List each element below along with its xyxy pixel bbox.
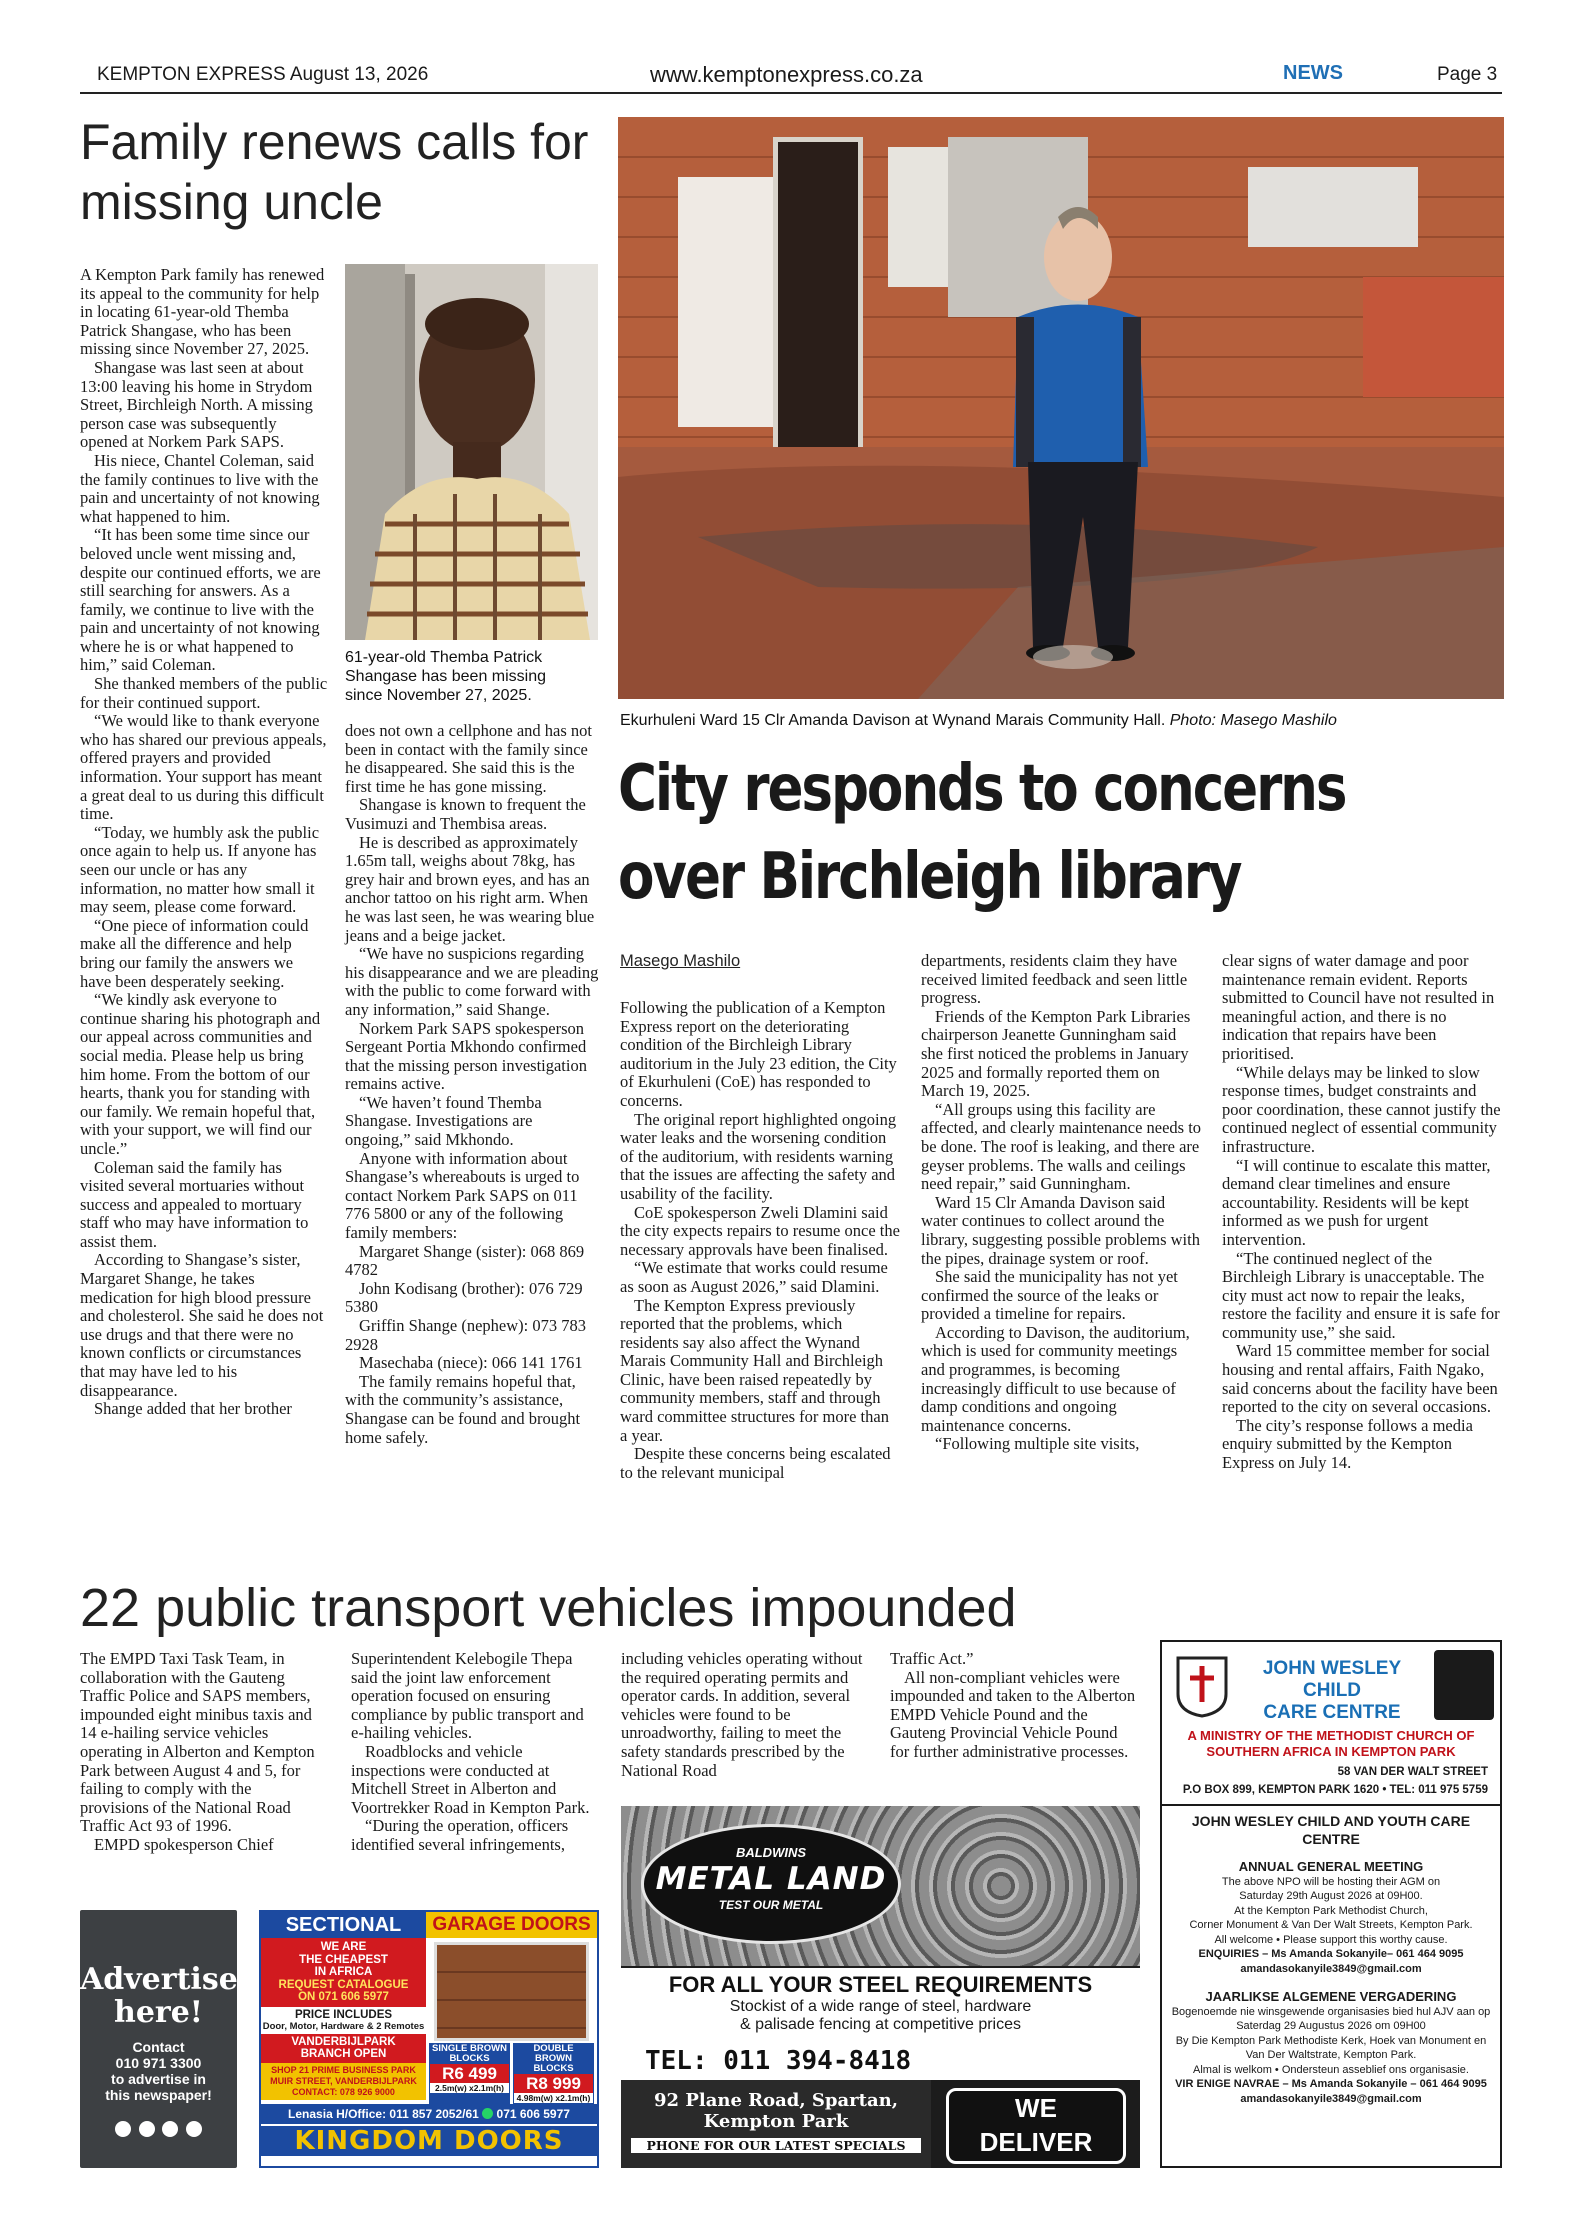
story2-column-2 [921, 952, 1202, 1454]
cheapest-block [261, 1938, 426, 2007]
paragraph: Roadblocks and vehicle inspections were conducted at Mitchell Street in Alberton and Voortrekker Road in Kempton Park. [351, 1741, 590, 1817]
paragraph: “Following multiple site visits, [935, 1434, 1140, 1454]
single-size: 2.5m(w) x2.1m(h) [430, 2083, 509, 2093]
phone-specials: PHONE FOR OUR LATEST SPECIALS [631, 2138, 921, 2153]
paragraph: All non-compliant vehicles were impounded and taken to the Alberton EMPD Vehicle Pound and the Gauteng Provincial Vehicle Pound for further administrative processes. [890, 1667, 1136, 1761]
branch-line2: BRANCH OPEN [300, 2048, 387, 2060]
paragraph: “It has been some time since our beloved uncle went missing and, despite our continued efforts, we are still searching for answers. As a family, we continue to live with the pain and uncertainty of not knowing where he is or what happened to him,” said Coleman. [80, 525, 321, 675]
steel-headline: FOR ALL YOUR STEEL REQUIREMENTS [668, 1972, 1093, 1997]
paragraph: CoE spokesperson Zweli Dlamini said the city expects repairs to resume once the necessary approvals have been finalised. [620, 1202, 900, 1259]
headline-city [618, 745, 1357, 921]
ajv-line5: Almal is welkom • Ondersteun asseblief ons organisasie. [1193, 2063, 1469, 2076]
paragraph: Ward 15 Clr Amanda Davison said water continues to collect around the library, suggesting possible problems with the pipes, drainage system or roof. [921, 1192, 1200, 1268]
x-icon[interactable] [162, 2121, 178, 2137]
story3-column-2 [351, 1650, 596, 1855]
paragraph: “We estimate that works could resume as soon as August 2026,” said Dlamini. [620, 1258, 888, 1296]
story1-column-1 [80, 266, 328, 1419]
paragraph: “The continued neglect of the Birchleigh Library is unacceptable. The city must act now to repair the leaks, restore the facility and ensure it is safe for community use,” she said. [1222, 1248, 1500, 1342]
paragraph: including vehicles operating without the required operating permits and operator cards. In addition, several vehicles were found to be unroadworthy, failing to meet the safety standards prescribed by the National Road [621, 1649, 863, 1780]
paragraph: The city’s response follows a media enquiry submitted by the Kempton Express on July 14. [1222, 1415, 1473, 1473]
headline-family: Family renews calls for missing uncle [80, 114, 589, 230]
metal-address2: Kempton Park [703, 2111, 849, 2132]
double-label: DOUBLE BROWN BLOCKS [533, 2043, 574, 2074]
wesley-street: 58 VAN DER WALT STREET [1337, 1766, 1488, 1778]
headline-city-line1: City responds to concerns [618, 752, 1346, 826]
paragraph: Despite these concerns being escalated to the relevant municipal [620, 1444, 891, 1482]
paragraph: “I will continue to escalate this matter, demand clear timelines and ensure accountability. Residents will be kept informed as we push for urgent intervention. [1222, 1155, 1491, 1249]
social-icons [80, 2121, 237, 2140]
centre-name: JOHN WESLEY CHILD AND YOUTH CARE CENTRE [1191, 1813, 1471, 1847]
library-caption-text: Ekurhuleni Ward 15 Clr Amanda Davison at Wynand Marais Community Hall. [620, 712, 1166, 729]
agm-line3: At the Kempton Park Methodist Church, [1234, 1904, 1428, 1917]
agm-line1: The above NPO will be hosting their AGM on [1221, 1875, 1441, 1888]
steel-sub2: & palisade fencing at competitive prices [739, 2016, 1022, 2033]
story3-column-1 [80, 1650, 318, 1855]
advertise-title: Advertise [80, 1962, 238, 1997]
whatsapp-icon[interactable] [482, 2108, 493, 2119]
paragraph: A Kempton Park family has renewed its appeal to the community for help in locating 61-year-old Themba Patrick Shangase, who has been missing since November 27, 2025. [80, 265, 325, 359]
ajv-email[interactable]: amandasokanyile3849@gmail.com [1240, 2092, 1422, 2105]
agm-line5: All welcome • Please support this worthy cause. [1214, 1933, 1448, 1946]
single-label: SINGLE BROWN BLOCKS [432, 2043, 507, 2064]
lenasia-contact: Lenasia H/Office: 011 857 2052/61 [288, 2107, 479, 2121]
missing-man-caption: 61-year-old Themba Patrick Shangase has been missing since November 27, 2025. [345, 649, 547, 704]
story2-column-3 [1222, 952, 1502, 1473]
paragraph: Friends of the Kempton Park Libraries chairperson Jeanette Gunningham said she first noticed the problems in January 2025 and formally reported them on March 19, 2025. [921, 1006, 1191, 1101]
agm-line4: Corner Monument & Van Der Walt Streets, Kempton Park. [1189, 1919, 1473, 1931]
advertise-contact-label: Contact [132, 2039, 185, 2055]
paragraph: departments, residents claim they have received limited feedback and seen little progress. [921, 951, 1188, 1008]
paragraph: Masechaba (niece): 066 141 1761 [359, 1353, 583, 1373]
ajv-navrae: VIR ENIGE NAVRAE – Ms Amanda Sokanyile – 061 464 9095 [1175, 2078, 1487, 2090]
agm-email[interactable]: amandasokanyile3849@gmail.com [1240, 1962, 1422, 1975]
address-line3: CONTACT: 078 926 9000 [292, 2086, 395, 2097]
website-link[interactable]: www.kemptonexpress.co.za [650, 62, 923, 87]
photo-credit: Photo: Masego Mashilo [1169, 712, 1337, 729]
header-rule [80, 92, 1502, 94]
wesley-pobox: P.O BOX 899, KEMPTON PARK 1620 • TEL: 011 975 5759 [1182, 1784, 1488, 1796]
garage-door-image [434, 1942, 589, 2041]
paragraph: “Today, we humbly ask the public once again to help us. If anyone has seen our uncle or has any information, no matter how small it may seem, please come forward. [80, 822, 320, 917]
centre-tree-logo [1434, 1650, 1494, 1720]
baldwins-label: BALDWINS [735, 1845, 807, 1860]
byline[interactable]: Masego Mashilo [620, 952, 741, 970]
ajv-line3: By Die Kempton Park Methodiste Kerk, Hoek van Monument en [1175, 2034, 1487, 2047]
metal-land-logo [641, 1824, 901, 1944]
story3-column-4 [890, 1650, 1140, 1762]
library-caption [620, 711, 1500, 730]
steel-sub1: Stockist of a wide range of steel, hardware [729, 1998, 1032, 2015]
agm-heading: ANNUAL GENERAL MEETING [1238, 1859, 1424, 1874]
issue-date: KEMPTON EXPRESS August 13, 2026 [97, 64, 429, 85]
paragraph: John Kodisang (brother): 076 729 5380 [345, 1278, 583, 1317]
paragraph: Shangase was last seen at about 13:00 leaving his home in Strydom Street, Birchleigh North. A missing person case was subsequently opened at Norkem Park SAPS. [80, 357, 313, 452]
wesley-title2: CARE CENTRE [1263, 1702, 1401, 1723]
kingdom-doors-ad[interactable] [259, 1910, 599, 2168]
red-line-4: REQUEST CATALOGUE [278, 1978, 409, 1991]
address-line2: MUIR STREET, VANDERBIJLPARK [270, 2075, 417, 2086]
paragraph: Norkem Park SAPS spokesperson Sergeant Portia Mkhondo confirmed that the missing person investigation remains active. [345, 1018, 587, 1094]
paragraph: According to Davison, the auditorium, which is used for community meetings and programmes, is becoming increasingly difficult to use because of damp conditions and ongoing maintenance concerns. [921, 1322, 1190, 1435]
section-label: NEWS [1283, 62, 1343, 84]
story2-column-1 [620, 999, 900, 1482]
red-line-3: IN AFRICA [314, 1966, 373, 1978]
page-number: Page 3 [1437, 64, 1498, 85]
paragraph: The EMPD Taxi Task Team, in collaboration with the Gauteng Traffic Police and SAPS members, impounded eight minibus taxis and 14 e-hailing service vehicles operating in Alberton and Kempton Park between August 4 and 5, for failing to comply with the provisions of the National Road Traffic Act 93 of 1996. [80, 1649, 315, 1836]
advertise-line1: to advertise in [111, 2071, 206, 2087]
advertise-here-ad[interactable] [80, 1910, 237, 2168]
branch-line1: VANDERBIJLPARK [291, 2035, 396, 2048]
deliver-label: DELIVER [979, 2127, 1093, 2157]
paragraph: She thanked members of the public for their continued support. [80, 674, 328, 712]
paragraph: “We haven’t found Themba Shangase. Investigations are ongoing,” said Mkhondo. [345, 1092, 542, 1150]
we-label: WE [1015, 2093, 1057, 2123]
price-includes-sub: Door, Motor, Hardware & 2 Remotes [262, 2020, 425, 2032]
headline-transport: 22 public transport vehicles impounded [80, 1578, 1017, 1638]
wesley-title1: JOHN WESLEY CHILD [1262, 1658, 1402, 1701]
red-line-1: WE ARE [320, 1941, 367, 1953]
red-line-2: THE CHEAPEST [299, 1953, 388, 1966]
single-price: R6 499 [430, 2064, 509, 2083]
paragraph: Griffin Shange (nephew): 073 783 2928 [345, 1316, 586, 1354]
instagram-icon[interactable] [186, 2121, 202, 2137]
kingdom-doors-brand: KINGDOM DOORS [261, 2126, 597, 2156]
paragraph: does not own a cellphone and has not been in contact with the family since he disappeared. She said this is the first time he has gone missing. [345, 721, 592, 796]
ajv-heading: JAARLIKSE ALGEMENE VERGADERING [1205, 1989, 1457, 2004]
paragraph: clear signs of water damage and poor maintenance remain evident. Reports submitted to Council have not resulted in meaningful action, and there is no indication that repairs have been prioritised. [1222, 951, 1495, 1063]
paragraph: “We would like to thank everyone who has shared our previous appeals, offered prayers and provided information. Your support has meant a great deal to us during this difficult time. [80, 711, 327, 824]
paragraph: “All groups using this facility are affected, and clearly maintenance needs to be done. The roof is leaking, and there are geyser problems. The walls and ceilings need repair,” said Gunningham. [921, 1099, 1202, 1194]
headline-city-line2: over Birchleigh library [618, 840, 1241, 914]
price-includes: PRICE INCLUDES [294, 2008, 393, 2021]
paragraph: Shange added that her brother [94, 1399, 292, 1419]
ministry-line2: SOUTHERN AFRICA IN KEMPTON PARK [1206, 1744, 1456, 1759]
paragraph: “During the operation, officers identified several infringements, [351, 1816, 569, 1854]
paragraph: According to Shangase’s sister, Margaret Shange, he takes medication for high blood pressure and cholesterol. She said he does not use drugs and that there were no known conflicts or circumstances that may have led to his disappearance. [80, 1250, 324, 1400]
double-price: R8 999 [514, 2074, 593, 2093]
sectional-tab: SECTIONAL [261, 1912, 426, 1938]
paragraph: Anyone with information about Shangase’s whereabouts is urged to contact Norkem Park SAPS on 011 776 5800 or any of the following family members: [345, 1148, 580, 1243]
paragraph: Coleman said the family has visited several mortuaries without success and appealed to mortuary staff who may have information to assist them. [80, 1157, 309, 1251]
paragraph: He is described as approximately 1.65m tall, weighs about 78kg, has grey hair and brown eyes, and has an anchor tattoo on his right arm. When he was last seen, he was wearing blue jeans and a beige jacket. [345, 832, 595, 945]
ajv-line2: Saterdag 29 Augustus 2026 om 09H00 [1236, 2020, 1426, 2032]
metal-land-ad[interactable] [621, 1806, 1140, 2168]
garage-doors-tab: GARAGE DOORS [426, 1912, 597, 1938]
ministry-line1: A MINISTRY OF THE METHODIST CHURCH OF [1187, 1728, 1475, 1743]
advertise-title-2: here! [114, 1995, 203, 2030]
advertise-phone: 010 971 3300 [115, 2055, 202, 2071]
facebook-icon[interactable] [115, 2121, 131, 2137]
paragraph: Margaret Shange (sister): 068 869 4782 [345, 1241, 585, 1280]
methodist-logo-icon [1174, 1654, 1230, 1718]
john-wesley-ad[interactable] [1160, 1640, 1502, 2168]
paragraph: The original report highlighted ongoing water leaks and the worsening condition of the auditorium, with residents warning that the issues are affecting the safety and usability of the facility. [620, 1109, 897, 1203]
red-line-5: ON 071 606 5977 [298, 1991, 389, 2003]
paragraph: The family remains hopeful that, with the community’s assistance, Shangase can be found and brought home safely. [345, 1371, 581, 1447]
paragraph: “We have no suspicions regarding his disappearance and we are pleading with the public to come forward with any information,” said Shange. [345, 944, 599, 1019]
agm-line2: Saturday 29th August 2026 at 09H00. [1239, 1890, 1423, 1902]
paragraph: Following the publication of a Kempton Express report on the deteriorating condition of the Birchleigh Library auditorium in the July 23 edition, the City of Ekurhuleni (CoE) has responded to concerns. [620, 998, 897, 1110]
agm-enquiries: ENQUIRIES – Ms Amanda Sokanyile– 061 464 9095 [1198, 1948, 1464, 1960]
metal-address1: 92 Plane Road, Spartan, [654, 2090, 898, 2111]
metal-land-tel[interactable]: TEL: 011 394-8418 [645, 2046, 912, 2076]
missing-man-photo [345, 264, 598, 640]
paragraph: His niece, Chantel Coleman, said the family continues to live with the pain and uncertainty of not knowing what happened to him. [80, 450, 320, 526]
paragraph: Ward 15 committee member for social housing and rental affairs, Faith Ngako, said concerns about the facility have been reported to the city on several occasions. [1222, 1341, 1498, 1417]
address-line1: SHOP 21 PRIME BUSINESS PARK [271, 2064, 416, 2075]
paragraph: “We kindly ask everyone to continue sharing his photograph and our appeal across communities and social media. Please help us bring him home. From the bottom of our hearts, thank you for standing with our family. We remain hopeful that, with your support, we will find our uncle.” [80, 990, 321, 1158]
paragraph: EMPD spokesperson Chief [94, 1834, 274, 1854]
paragraph: Superintendent Kelebogile Thepa said the joint law enforcement operation focused on ensuring compliance by public transport and e-hailing vehicles. [351, 1649, 584, 1743]
ajv-line1: Bogenoemde nie winsgewende organisasies bied hul AJV aan op [1171, 2005, 1491, 2018]
paragraph: “One piece of information could make all the difference and help bring our family the answers we have been desperately seeking. [80, 915, 309, 991]
paragraph: Shangase is known to frequent the Vusimuzi and Thembisa areas. [345, 795, 586, 833]
ajv-line4: Van Der Waltstrate, Kempton Park. [1245, 2049, 1417, 2061]
double-size: 4.98m(w) x2.1m(h) [514, 2093, 593, 2103]
metal-land-brand: METAL LAND [655, 1861, 887, 1897]
library-photo [618, 117, 1504, 699]
story3-column-3 [621, 1650, 871, 1780]
paragraph: “While delays may be linked to slow response times, budget constraints and poor coordination, these cannot justify the continued neglect of essential community infrastructure. [1222, 1062, 1501, 1156]
metal-land-tagline: TEST OUR METAL [718, 1898, 824, 1912]
paragraph: She said the municipality has not yet confirmed the source of the leaks or provided a timeline for repairs. [921, 1267, 1178, 1324]
paragraph: The Kempton Express previously reported that the problems, which residents say also affect the Wynand Marais Community Hall and Birchleigh Clinic, have been raised repeatedly by community members, staff and through ward committee structures for more than a year. [620, 1295, 889, 1445]
whatsapp-number: 071 606 5977 [496, 2107, 570, 2121]
tiktok-icon[interactable] [139, 2121, 155, 2137]
paragraph: Traffic Act.” [890, 1649, 974, 1668]
advertise-line2: this newspaper! [105, 2087, 212, 2103]
story1-column-2 [345, 722, 600, 1447]
